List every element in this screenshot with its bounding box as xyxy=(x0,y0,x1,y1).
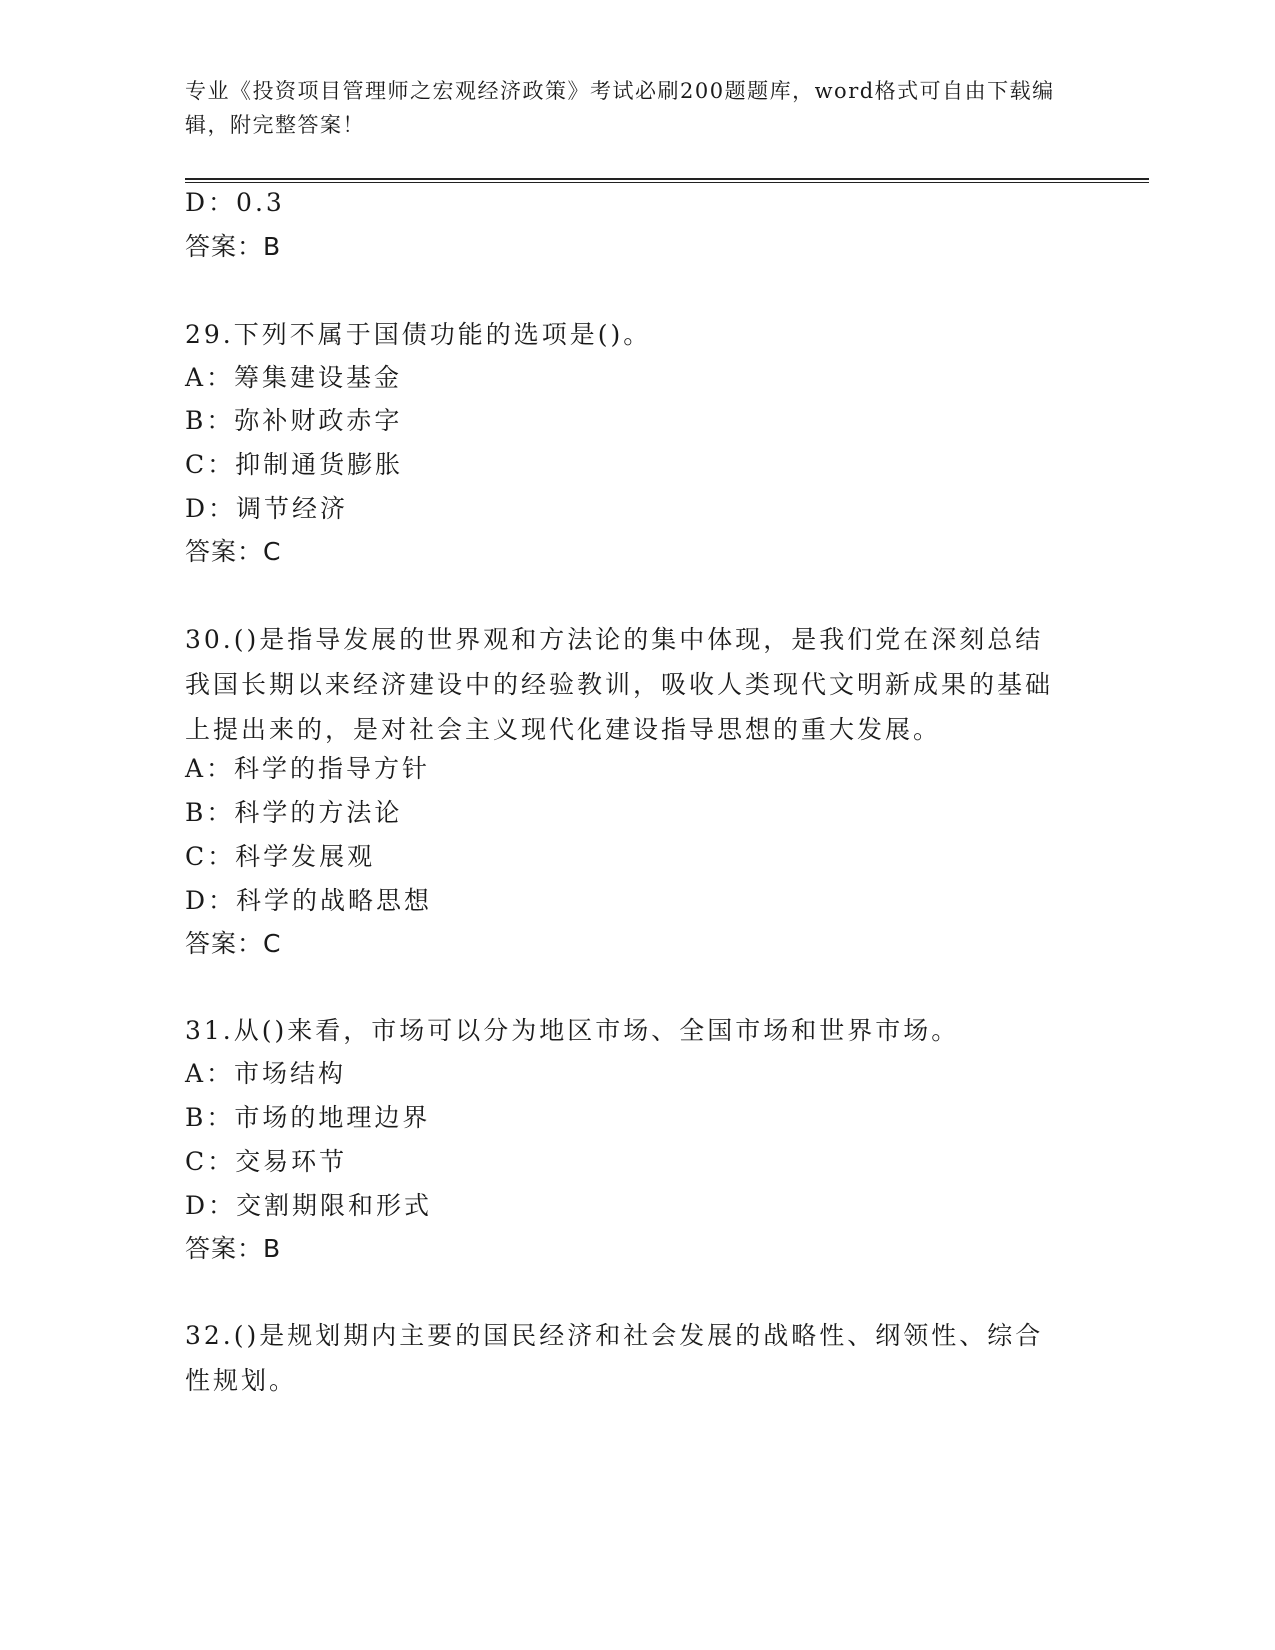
question-30-answer: 答案：C xyxy=(185,929,282,958)
question-31-answer: 答案：B xyxy=(185,1234,282,1263)
question-32-stem: 32.()是规划期内主要的国民经济和社会发展的战略性、纲领性、综合性规划。 xyxy=(185,1321,1044,1395)
option-d: D：0.3 xyxy=(185,188,285,217)
question-29-option-b: B：弥补财政赤字 xyxy=(185,406,403,435)
question-29-option-a: A：筹集建设基金 xyxy=(185,363,403,392)
question-30-option-b: B：科学的方法论 xyxy=(185,798,403,827)
answer-label: 答案：B xyxy=(185,232,282,261)
question-29-stem: 29.下列不属于国债功能的选项是()。 xyxy=(185,320,652,349)
header-divider xyxy=(185,178,1149,183)
question-29-answer: 答案：C xyxy=(185,537,282,566)
question-29-option-d: D：调节经济 xyxy=(185,494,349,523)
question-30-option-a: A：科学的指导方针 xyxy=(185,754,431,783)
page-header: 专业《投资项目管理师之宏观经济政策》考试必刷200题题库，word格式可自由下载编辑，附完整答案！ xyxy=(185,79,1055,137)
question-31-stem: 31.从()来看，市场可以分为地区市场、全国市场和世界市场。 xyxy=(185,1016,960,1045)
question-31-option-a: A：市场结构 xyxy=(185,1059,347,1088)
question-31-option-b: B：市场的地理边界 xyxy=(185,1103,431,1132)
question-30-option-d: D：科学的战略思想 xyxy=(185,886,433,915)
question-31-option-c: C：交易环节 xyxy=(185,1147,348,1176)
question-30-option-c: C：科学发展观 xyxy=(185,842,376,871)
question-30-stem: 30.()是指导发展的世界观和方法论的集中体现，是我们党在深刻总结我国长期以来经济建设中的经验教训，吸收人类现代文明新成果的基础上提出来的，是对社会主义现代化建设指导思想的重大发展。 xyxy=(185,625,1054,744)
question-29-option-c: C：抑制通货膨胀 xyxy=(185,450,404,479)
question-31-option-d: D：交割期限和形式 xyxy=(185,1191,433,1220)
